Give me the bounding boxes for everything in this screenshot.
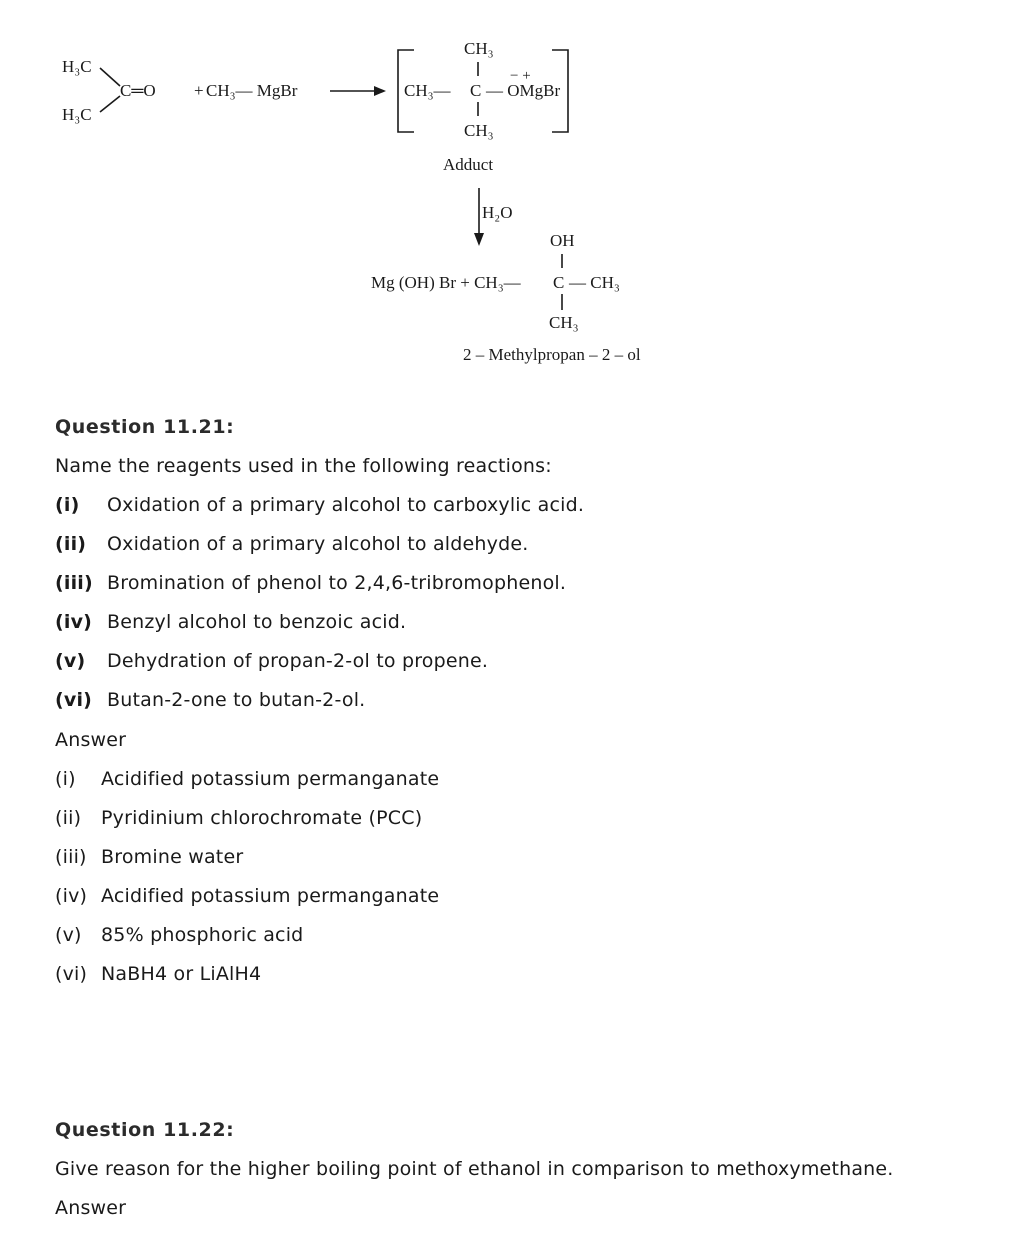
grignard-reagent: CH₃— MgBr [206, 81, 298, 100]
carbonyl-group: C═O [120, 81, 156, 100]
product-right-methyl: — CH₃ [569, 273, 620, 292]
answer-item [55, 846, 243, 868]
answer-text: 85% phosphoric acid [101, 924, 304, 946]
item-label: (i) [55, 494, 80, 516]
product-name: 2 – Methylpropan – 2 – ol [463, 345, 641, 364]
adduct-bottom-methyl: CH₃ [464, 121, 494, 140]
answer-text: NaBH4 or LiAlH4 [101, 963, 262, 985]
answer-text: Acidified potassium permanganate [101, 768, 440, 790]
arrow-head-icon [374, 86, 386, 96]
answer-label: (ii) [55, 807, 82, 829]
product-center-carbon: C [553, 273, 565, 292]
answer-text: Bromine water [101, 846, 244, 868]
item-label: (v) [55, 650, 86, 672]
question-21-prompt: Name the reagents used in the following reactions: [55, 455, 552, 477]
adduct-center-carbon: C [470, 81, 482, 100]
question-22-prompt: Give reason for the higher boiling point of ethanol in comparison to methoxymethane. [55, 1158, 894, 1180]
bond-line [100, 68, 120, 86]
product-left: Mg (OH) Br + CH₃— [371, 273, 521, 292]
item-text: Butan-2-one to butan-2-ol. [107, 689, 366, 711]
question-item [55, 494, 584, 516]
answer-heading: Answer [55, 729, 127, 751]
grignard-reaction-scheme [0, 0, 1028, 380]
arrow-head-icon [474, 233, 484, 246]
water-reagent: H₂O [482, 203, 513, 222]
reactant-methyl-bottom: H₃C [62, 105, 92, 124]
item-text: Bromination of phenol to 2,4,6-tribromophenol. [107, 572, 567, 594]
answer-item [55, 885, 439, 907]
item-label: (vi) [55, 689, 93, 711]
item-text: Dehydration of propan-2-ol to propene. [107, 650, 489, 672]
item-text: Oxidation of a primary alcohol to carboxylic acid. [107, 494, 585, 516]
answer-item [55, 807, 422, 829]
product-hydroxyl: OH [550, 231, 575, 250]
question-item [55, 572, 566, 594]
answer-heading: Answer [55, 1197, 127, 1219]
question-item [55, 650, 488, 672]
answer-text: Acidified potassium permanganate [101, 885, 440, 907]
answer-item [55, 768, 439, 790]
reactant-methyl-top: H₃C [62, 57, 92, 76]
question-21-heading: Question 11.21: [55, 416, 235, 438]
item-text: Oxidation of a primary alcohol to aldehyde. [107, 533, 529, 555]
item-text: Benzyl alcohol to benzoic acid. [107, 611, 407, 633]
adduct-left-methyl: CH₃— [404, 81, 451, 100]
answer-label: (iii) [55, 846, 87, 868]
question-item [55, 533, 529, 555]
answer-label: (v) [55, 924, 82, 946]
answer-item [55, 963, 261, 985]
answer-label: (i) [55, 768, 76, 790]
item-label: (iii) [55, 572, 93, 594]
item-label: (iv) [55, 611, 93, 633]
product-bottom-methyl: CH₃ [549, 313, 579, 332]
adduct-top-methyl: CH₃ [464, 39, 494, 58]
adduct-label: Adduct [443, 155, 494, 174]
answer-label: (iv) [55, 885, 88, 907]
adduct-omgbr: — OMgBr [486, 81, 561, 100]
answer-text: Pyridinium chlorochromate (PCC) [101, 807, 423, 829]
question-item [55, 611, 406, 633]
bond-line [100, 96, 120, 112]
question-item [55, 689, 365, 711]
plus-sign: + [194, 81, 204, 100]
item-label: (ii) [55, 533, 87, 555]
answer-label: (vi) [55, 963, 88, 985]
answer-item [55, 924, 303, 946]
adduct-charges: − + [510, 68, 531, 84]
question-22-heading: Question 11.22: [55, 1119, 235, 1141]
